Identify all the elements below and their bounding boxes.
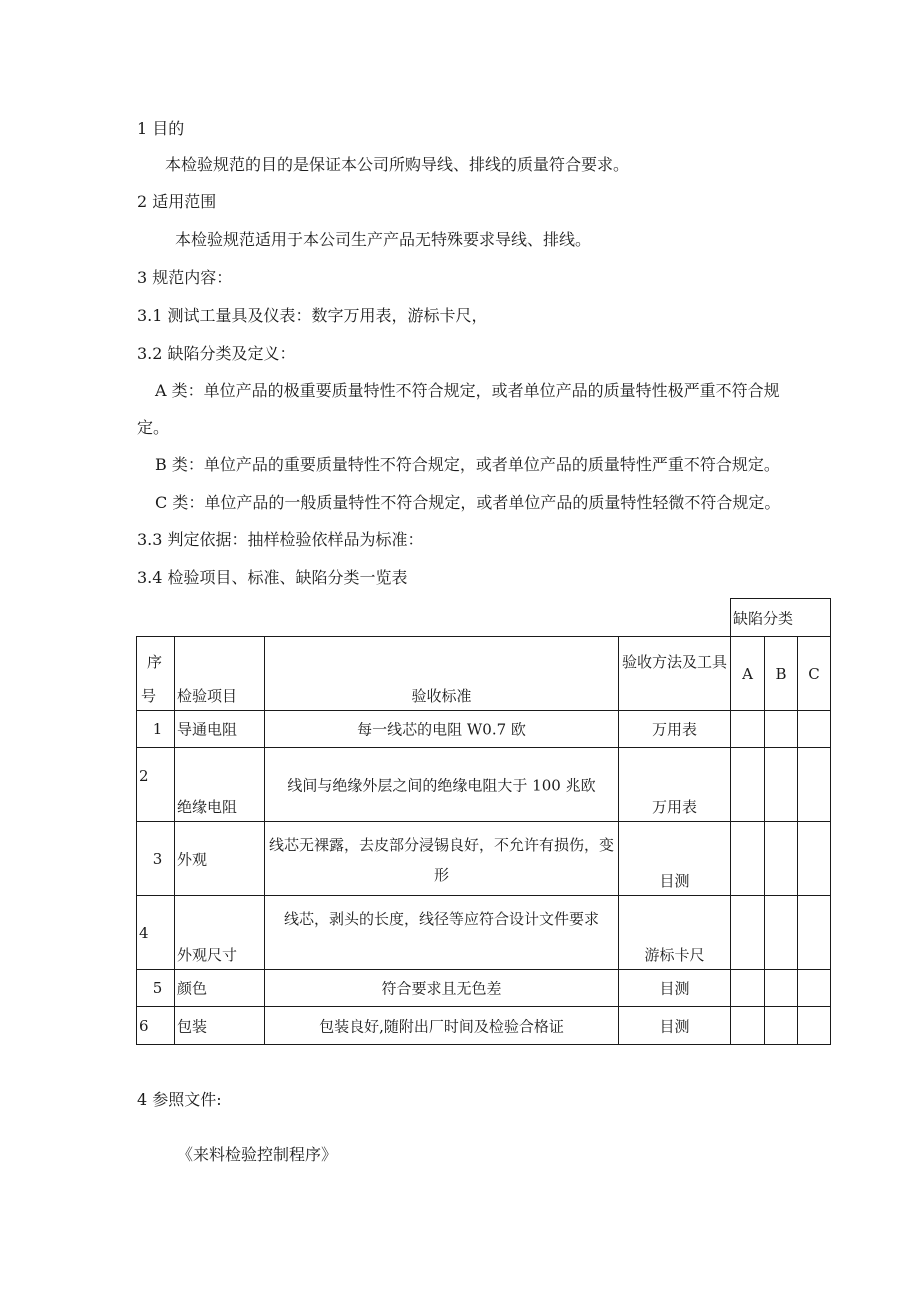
cell-seq: 5 <box>137 970 175 1007</box>
table-row <box>137 896 831 970</box>
cell-method: 万用表 <box>619 748 731 822</box>
cell-seq: 6 <box>137 1007 175 1045</box>
cell-method: 目测 <box>619 970 731 1007</box>
cell-standard: 符合要求且无色差 <box>265 970 619 1007</box>
cell-item: 包装 <box>175 1007 265 1045</box>
cell-seq: 3 <box>137 822 175 896</box>
header-class-a: A <box>731 637 765 711</box>
section-3-title: 3 规范内容： <box>137 268 233 287</box>
cell-class-a <box>731 822 765 896</box>
cell-seq: 2 <box>137 748 175 822</box>
cell-standard: 包装良好,随附出厂时间及检验合格证 <box>265 1007 619 1045</box>
cell-class-a <box>731 748 765 822</box>
defect-class-header: 缺陷分类 <box>731 599 831 637</box>
reference-document: 《来料检验控制程序》 <box>177 1145 338 1164</box>
section-3-3: 3.3 判定依据：抽样检验依样品为标准： <box>137 530 424 549</box>
cell-class-b <box>765 748 798 822</box>
header-seq: 序 号 <box>137 637 175 711</box>
cell-standard: 线芯，剥头的长度，线径等应符合设计文件要求 <box>265 896 619 970</box>
section-3-4: 3.4 检验项目、标准、缺陷分类一览表 <box>137 568 408 587</box>
header-class-b: B <box>765 637 798 711</box>
definition-a-line-2: 定。 <box>137 418 170 437</box>
cell-class-c <box>798 1007 831 1045</box>
cell-class-b <box>765 822 798 896</box>
header-standard: 验收标准 <box>265 637 619 711</box>
inspection-table <box>136 598 831 1045</box>
table-row <box>137 748 831 822</box>
cell-class-b <box>765 711 798 748</box>
cell-class-c <box>798 711 831 748</box>
section-3-1: 3.1 测试工量具及仪表：数字万用表，游标卡尺， <box>137 306 488 325</box>
table-header-row <box>137 637 831 711</box>
section-4-title: 4 参照文件: <box>137 1090 222 1109</box>
cell-item: 外观尺寸 <box>175 896 265 970</box>
cell-seq: 4 <box>137 896 175 970</box>
section-1-title: 1 目的 <box>137 119 185 138</box>
cell-item: 外观 <box>175 822 265 896</box>
cell-standard: 每一线芯的电阻 W0.7 欧 <box>265 711 619 748</box>
cell-method: 游标卡尺 <box>619 896 731 970</box>
cell-class-a <box>731 970 765 1007</box>
cell-method: 万用表 <box>619 711 731 748</box>
cell-item: 导通电阻 <box>175 711 265 748</box>
cell-class-c <box>798 970 831 1007</box>
cell-method: 目测 <box>619 822 731 896</box>
definition-c: C 类：单位产品的一般质量特性不符合规定，或者单位产品的质量特性轻微不符合规定。 <box>155 493 781 512</box>
table-group-header-row <box>137 599 831 637</box>
section-3-2: 3.2 缺陷分类及定义： <box>137 344 296 363</box>
table-row <box>137 1007 831 1045</box>
cell-class-b <box>765 896 798 970</box>
cell-class-a <box>731 711 765 748</box>
header-class-c: C <box>798 637 831 711</box>
definition-b: B 类：单位产品的重要质量特性不符合规定，或者单位产品的质量特性严重不符合规定。 <box>155 455 780 474</box>
table-row <box>137 711 831 748</box>
cell-class-a <box>731 896 765 970</box>
cell-class-c <box>798 896 831 970</box>
cell-standard: 线芯无裸露，去皮部分浸锡良好，不允许有损伤，变形 <box>265 822 619 896</box>
header-item: 检验项目 <box>175 637 265 711</box>
cell-class-c <box>798 748 831 822</box>
cell-seq: 1 <box>137 711 175 748</box>
cell-class-b <box>765 970 798 1007</box>
table-row <box>137 970 831 1007</box>
cell-item: 颜色 <box>175 970 265 1007</box>
section-1-body: 本检验规范的目的是保证本公司所购导线、排线的质量符合要求。 <box>165 155 630 174</box>
cell-class-b <box>765 1007 798 1045</box>
section-2-body: 本检验规范适用于本公司生产产品无特殊要求导线、排线。 <box>175 230 592 249</box>
table-row <box>137 822 831 896</box>
cell-class-c <box>798 822 831 896</box>
section-2-title: 2 适用范围 <box>137 192 217 211</box>
definition-a-line-1: A 类：单位产品的极重要质量特性不符合规定，或者单位产品的质量特性极严重不符合规 <box>155 381 780 400</box>
cell-standard: 线间与绝缘外层之间的绝缘电阻大于 100 兆欧 <box>265 748 619 822</box>
cell-class-a <box>731 1007 765 1045</box>
cell-method: 目测 <box>619 1007 731 1045</box>
cell-item: 绝缘电阻 <box>175 748 265 822</box>
header-method: 验收方法及工具 <box>619 637 731 711</box>
